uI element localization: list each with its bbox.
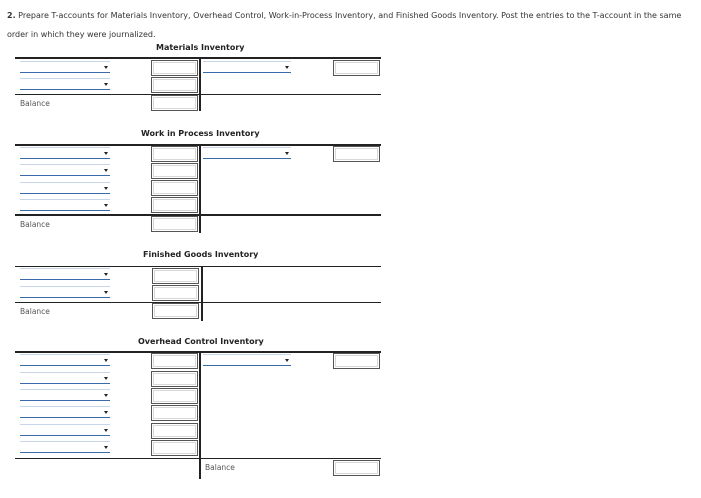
debit-amount-input-6[interactable] — [151, 440, 198, 456]
t-account-top-line — [15, 266, 381, 267]
debit-amount-input-2[interactable] — [151, 163, 198, 179]
account-title: Materials Inventory — [156, 43, 245, 52]
instructions — [7, 6, 697, 44]
credit-account-dropdown-1[interactable] — [203, 62, 291, 73]
debit-account-dropdown-2[interactable] — [20, 79, 110, 90]
instruction-number: 2. — [7, 11, 16, 20]
t-account-total-line — [15, 94, 381, 95]
debit-amount-input-3[interactable] — [151, 180, 198, 196]
debit-amount-input-1[interactable] — [151, 60, 198, 76]
debit-balance-input[interactable] — [152, 303, 199, 319]
debit-account-dropdown-2[interactable] — [20, 373, 110, 384]
debit-amount-input-1[interactable] — [151, 353, 198, 369]
balance-label: Balance — [20, 99, 50, 108]
debit-account-dropdown-1[interactable] — [20, 355, 110, 366]
t-account-top-line — [15, 351, 381, 353]
t-account-divider — [199, 144, 201, 233]
debit-amount-input-3[interactable] — [151, 388, 198, 404]
credit-amount-input-1[interactable] — [333, 353, 380, 369]
debit-account-dropdown-2[interactable] — [20, 165, 110, 176]
debit-amount-input-1[interactable] — [151, 146, 198, 162]
credit-balance-input[interactable] — [333, 460, 380, 476]
debit-account-dropdown-4[interactable] — [20, 200, 110, 211]
balance-label: Balance — [205, 463, 235, 472]
debit-amount-input-5[interactable] — [151, 423, 198, 439]
debit-account-dropdown-1[interactable] — [20, 269, 110, 280]
debit-balance-input[interactable] — [151, 216, 198, 232]
credit-account-dropdown-1[interactable] — [203, 148, 291, 159]
debit-amount-input-4[interactable] — [151, 197, 198, 213]
debit-account-dropdown-3[interactable] — [20, 183, 110, 194]
account-title: Finished Goods Inventory — [143, 250, 259, 259]
debit-amount-input-4[interactable] — [151, 405, 198, 421]
debit-account-dropdown-3[interactable] — [20, 390, 110, 401]
credit-amount-input-1[interactable] — [333, 60, 380, 76]
debit-account-dropdown-5[interactable] — [20, 425, 110, 436]
debit-account-dropdown-4[interactable] — [20, 407, 110, 418]
balance-label: Balance — [20, 307, 50, 316]
credit-account-dropdown-1[interactable] — [203, 355, 291, 366]
t-account-total-line — [15, 214, 381, 216]
debit-balance-input[interactable] — [151, 95, 198, 111]
account-title: Work in Process Inventory — [141, 129, 260, 138]
debit-account-dropdown-1[interactable] — [20, 148, 110, 159]
t-account-top-line — [15, 57, 381, 59]
debit-account-dropdown-1[interactable] — [20, 62, 110, 73]
t-account-divider — [199, 351, 201, 479]
debit-account-dropdown-2[interactable] — [20, 287, 110, 298]
debit-amount-input-2[interactable] — [152, 285, 199, 301]
debit-amount-input-1[interactable] — [152, 268, 199, 284]
debit-amount-input-2[interactable] — [151, 371, 198, 387]
debit-account-dropdown-6[interactable] — [20, 442, 110, 453]
t-account-divider — [199, 57, 201, 111]
instruction-text: Prepare T-accounts for Materials Inventory, Overhead Control, Work-in-Process Inventory, and Finished Goods Inventory. Post the entries to the T-account in the same order in which they were journalized. — [7, 11, 682, 39]
account-title: Overhead Control Inventory — [138, 337, 264, 346]
debit-amount-input-2[interactable] — [151, 77, 198, 93]
t-account-total-line — [15, 458, 381, 459]
credit-amount-input-1[interactable] — [333, 146, 380, 162]
t-account-divider — [201, 266, 203, 321]
t-account-top-line — [15, 144, 381, 146]
balance-label: Balance — [20, 220, 50, 229]
